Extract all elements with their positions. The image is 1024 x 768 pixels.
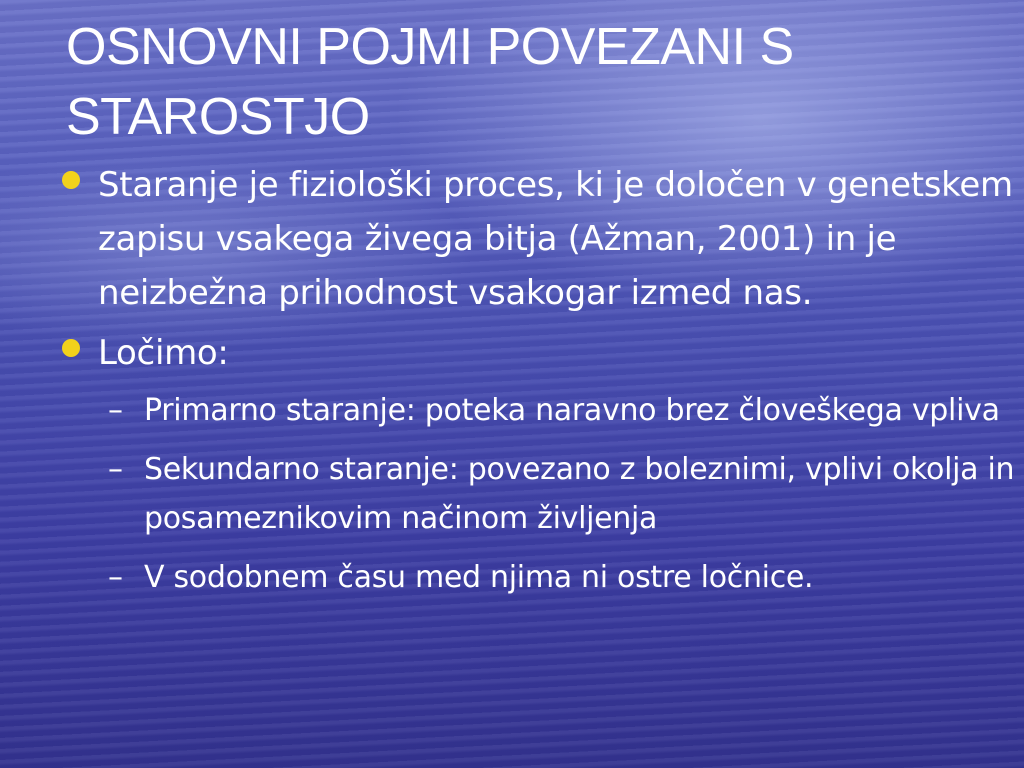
- sub-bullet-item: [60, 445, 1015, 543]
- dash-marker: –: [108, 452, 123, 487]
- sub-bullet-item: [60, 553, 1015, 602]
- bullet-item: [60, 158, 1015, 320]
- slide-content: [60, 158, 1015, 612]
- bullet-dot-icon: [62, 339, 80, 357]
- bullet-text: Ločimo:: [98, 333, 229, 373]
- sub-bullet-text: V sodobnem času med njima ni ostre ločnice.: [144, 560, 814, 595]
- dash-marker: –: [108, 560, 123, 595]
- dash-marker: –: [108, 393, 123, 428]
- sub-bullet-item: [60, 386, 1015, 435]
- sub-bullet-text: Sekundarno staranje: povezano z boleznimi, vplivi okolja in posameznikovim načinom življenja: [144, 452, 1015, 536]
- bullet-text: Staranje je fiziološki proces, ki je določen v genetskem zapisu vsakega živega bitja (Ažman, 2001) in je neizbežna prihodnost vsakogar izmed nas.: [98, 165, 1013, 313]
- slide-title: OSNOVNI POJMI POVEZANI S STAROSTJO: [66, 18, 794, 146]
- bullet-item: [60, 326, 1015, 380]
- sub-bullet-text: Primarno staranje: poteka naravno brez človeškega vpliva: [144, 393, 1000, 428]
- bullet-dot-icon: [62, 171, 80, 189]
